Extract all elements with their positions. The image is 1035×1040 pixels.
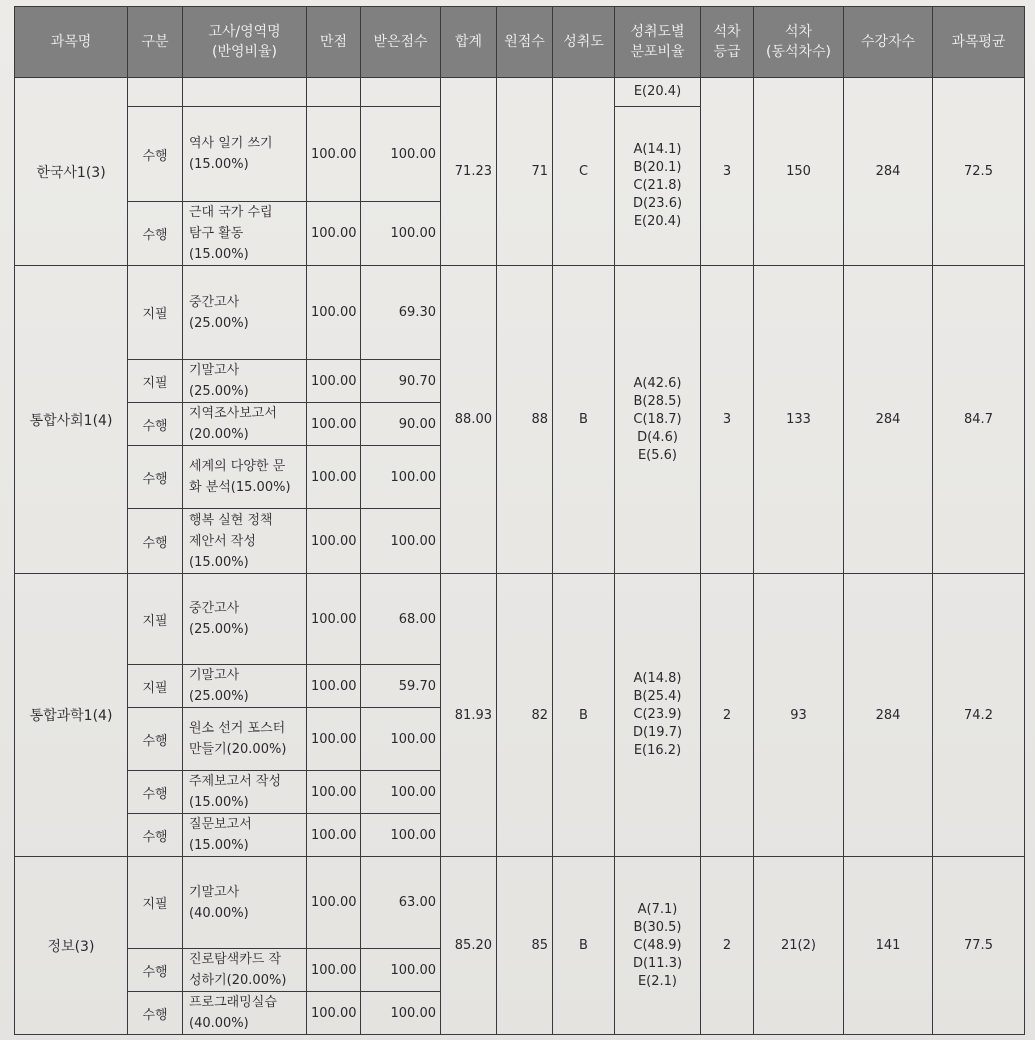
rank-value: 21(2) — [754, 857, 844, 1035]
exam-name: 중간고사 (25.00%) — [183, 266, 307, 360]
raw-score: 85 — [497, 857, 553, 1035]
header-subject: 과목명 — [15, 7, 128, 78]
distribution-cell: A(7.1) B(30.5) C(48.9) D(11.3) E(2.1) — [615, 857, 701, 1035]
subject-name: 통합사회1(4) — [15, 266, 128, 574]
received-score: 100.00 — [361, 949, 441, 992]
header-raw-score: 원점수 — [497, 7, 553, 78]
student-count: 284 — [844, 78, 933, 266]
received-score: 59.70 — [361, 665, 441, 708]
rank-level: 3 — [701, 78, 754, 266]
received-score: 100.00 — [361, 107, 441, 202]
header-full-score: 만점 — [307, 7, 361, 78]
full-score: 100.00 — [307, 446, 361, 509]
received-score: 90.00 — [361, 403, 441, 446]
header-achievement: 성취도 — [553, 7, 615, 78]
empty-cell — [361, 78, 441, 107]
exam-name: 역사 일기 쓰기 (15.00%) — [183, 107, 307, 202]
full-score: 100.00 — [307, 403, 361, 446]
category: 수행 — [128, 509, 183, 574]
distribution-cell: A(14.8) B(25.4) C(23.9) D(19.7) E(16.2) — [615, 574, 701, 857]
exam-name: 진로탐색카드 작 성하기(20.00%) — [183, 949, 307, 992]
subject-average: 72.5 — [933, 78, 1025, 266]
full-score: 100.00 — [307, 107, 361, 202]
received-score: 100.00 — [361, 771, 441, 814]
full-score: 100.00 — [307, 665, 361, 708]
category: 지필 — [128, 665, 183, 708]
header-total: 합계 — [441, 7, 497, 78]
grade-table — [14, 6, 1025, 1035]
received-score: 100.00 — [361, 814, 441, 857]
header-rank-grade: 석차 등급 — [701, 7, 754, 78]
category: 수행 — [128, 446, 183, 509]
received-score: 100.00 — [361, 708, 441, 771]
category: 수행 — [128, 949, 183, 992]
rank-value: 133 — [754, 266, 844, 574]
exam-name: 중간고사 (25.00%) — [183, 574, 307, 665]
header-category: 구분 — [128, 7, 183, 78]
exam-name: 근대 국가 수립 탐구 활동 (15.00%) — [183, 202, 307, 266]
exam-name: 원소 선거 포스터 만들기(20.00%) — [183, 708, 307, 771]
header-received-score: 받은점수 — [361, 7, 441, 78]
category: 수행 — [128, 202, 183, 266]
header-students: 수강자수 — [844, 7, 933, 78]
subject-average: 77.5 — [933, 857, 1025, 1035]
full-score: 100.00 — [307, 992, 361, 1035]
total-score: 71.23 — [441, 78, 497, 266]
table-row — [15, 857, 1025, 949]
exam-name: 프로그래밍실습 (40.00%) — [183, 992, 307, 1035]
full-score: 100.00 — [307, 266, 361, 360]
total-score: 88.00 — [441, 266, 497, 574]
achievement-grade: B — [553, 857, 615, 1035]
distribution-cell: A(14.1) B(20.1) C(21.8) D(23.6) E(20.4) — [615, 107, 701, 266]
exam-name: 주제보고서 작성 (15.00%) — [183, 771, 307, 814]
subject-average: 74.2 — [933, 574, 1025, 857]
category: 지필 — [128, 266, 183, 360]
full-score: 100.00 — [307, 574, 361, 665]
exam-name: 행복 실현 정책 제안서 작성 (15.00%) — [183, 509, 307, 574]
raw-score: 71 — [497, 78, 553, 266]
empty-cell — [183, 78, 307, 107]
category: 수행 — [128, 107, 183, 202]
exam-name: 기말고사 (40.00%) — [183, 857, 307, 949]
empty-cell — [128, 78, 183, 107]
exam-name: 질문보고서 (15.00%) — [183, 814, 307, 857]
category: 수행 — [128, 403, 183, 446]
header-distribution: 성취도별 분포비율 — [615, 7, 701, 78]
rank-level: 3 — [701, 266, 754, 574]
category: 수행 — [128, 814, 183, 857]
full-score: 100.00 — [307, 857, 361, 949]
rank-level: 2 — [701, 574, 754, 857]
total-score: 85.20 — [441, 857, 497, 1035]
subject-name: 통합과학1(4) — [15, 574, 128, 857]
distribution-cell: E(20.4) — [615, 78, 701, 107]
full-score: 100.00 — [307, 202, 361, 266]
header-exam-name: 고사/영역명 (반영비율) — [183, 7, 307, 78]
table-row — [15, 266, 1025, 360]
achievement-grade: C — [553, 78, 615, 266]
rank-value: 150 — [754, 78, 844, 266]
received-score: 100.00 — [361, 446, 441, 509]
rank-level: 2 — [701, 857, 754, 1035]
table-row — [15, 78, 1025, 107]
category: 지필 — [128, 857, 183, 949]
full-score: 100.00 — [307, 360, 361, 403]
full-score: 100.00 — [307, 708, 361, 771]
received-score: 100.00 — [361, 202, 441, 266]
received-score: 100.00 — [361, 509, 441, 574]
header-rank: 석차 (동석차수) — [754, 7, 844, 78]
header-row — [15, 7, 1025, 78]
student-count: 284 — [844, 574, 933, 857]
exam-name: 기말고사 (25.00%) — [183, 360, 307, 403]
rank-value: 93 — [754, 574, 844, 857]
subject-average: 84.7 — [933, 266, 1025, 574]
subject-name: 한국사1(3) — [15, 78, 128, 266]
exam-name: 세계의 다양한 문 화 분석(15.00%) — [183, 446, 307, 509]
header-average: 과목평균 — [933, 7, 1025, 78]
total-score: 81.93 — [441, 574, 497, 857]
student-count: 284 — [844, 266, 933, 574]
category: 지필 — [128, 574, 183, 665]
raw-score: 88 — [497, 266, 553, 574]
full-score: 100.00 — [307, 814, 361, 857]
exam-name: 기말고사 (25.00%) — [183, 665, 307, 708]
category: 수행 — [128, 771, 183, 814]
table-row — [15, 574, 1025, 665]
student-count: 141 — [844, 857, 933, 1035]
distribution-cell: A(42.6) B(28.5) C(18.7) D(4.6) E(5.6) — [615, 266, 701, 574]
subject-name: 정보(3) — [15, 857, 128, 1035]
empty-cell — [307, 78, 361, 107]
category: 지필 — [128, 360, 183, 403]
category: 수행 — [128, 992, 183, 1035]
full-score: 100.00 — [307, 771, 361, 814]
received-score: 69.30 — [361, 266, 441, 360]
achievement-grade: B — [553, 266, 615, 574]
received-score: 68.00 — [361, 574, 441, 665]
received-score: 100.00 — [361, 992, 441, 1035]
full-score: 100.00 — [307, 949, 361, 992]
exam-name: 지역조사보고서 (20.00%) — [183, 403, 307, 446]
achievement-grade: B — [553, 574, 615, 857]
full-score: 100.00 — [307, 509, 361, 574]
category: 수행 — [128, 708, 183, 771]
raw-score: 82 — [497, 574, 553, 857]
received-score: 90.70 — [361, 360, 441, 403]
received-score: 63.00 — [361, 857, 441, 949]
